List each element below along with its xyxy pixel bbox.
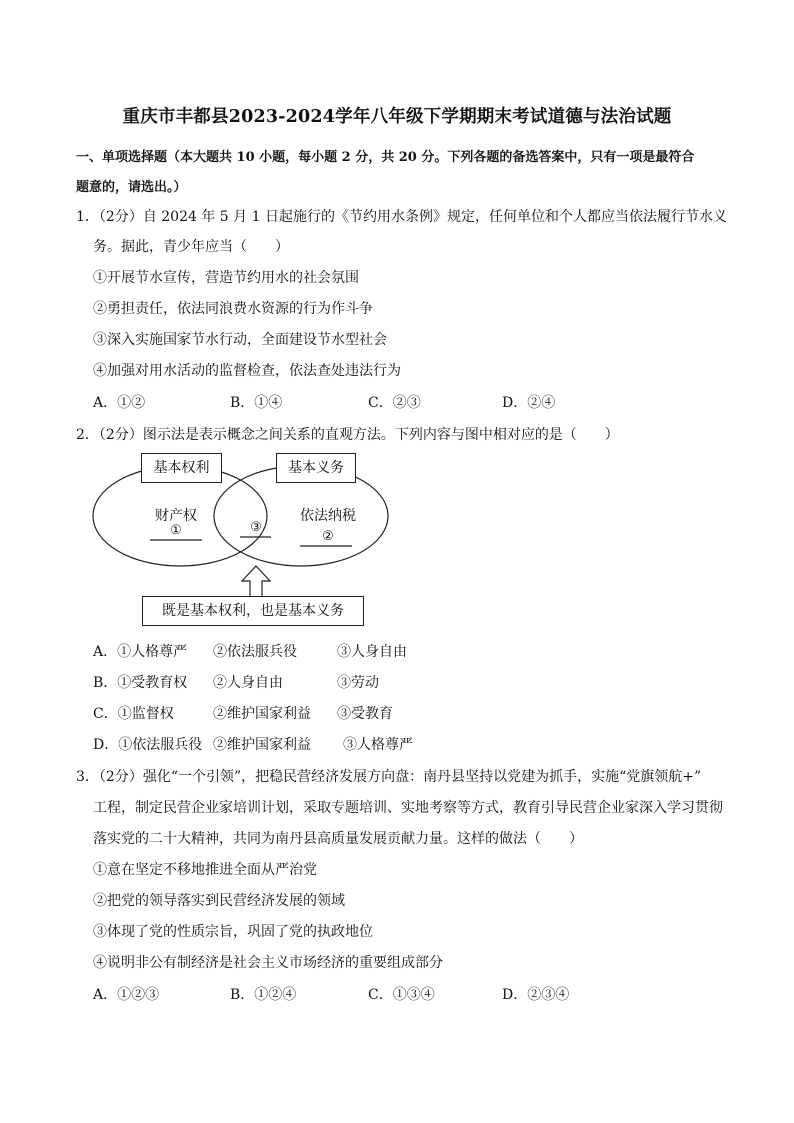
right-text: 依法纳税 <box>300 508 356 524</box>
q1-item-4: ④加强对用水活动的监督检查，依法查处违法行为 <box>93 363 401 379</box>
q3-item-2: ②把党的领导落实到民营经济发展的领域 <box>93 893 345 909</box>
q2-option-c[interactable]: C．①监督权 <box>93 706 174 722</box>
q3-option-d[interactable]: D．②③④ <box>502 987 570 1003</box>
label-basic-rights: 基本权利 <box>141 453 222 483</box>
q1-option-c[interactable]: C．②③ <box>368 395 421 411</box>
venn-diagram <box>90 450 390 632</box>
exam-title: 重庆市丰都县2023-2024学年八年级下学期期末考试道德与法治试题 <box>122 107 672 127</box>
q2-option-d-3: ③人格尊严 <box>343 737 413 753</box>
q2-option-c-3: ③受教育 <box>337 706 393 722</box>
q1-item-3: ③深入实施国家节水行动，全面建设节水型社会 <box>93 332 387 348</box>
q3-stem-line1: 3．（2分）强化“一个引领”，把稳民营经济发展方向盘：南丹县坚持以党建为抓手，实施“党旗领航+” <box>76 769 702 785</box>
up-arrow <box>242 566 270 597</box>
q2-option-b[interactable]: B．①受教育权 <box>93 675 188 691</box>
q2-option-a[interactable]: A．①人格尊严 <box>93 644 188 660</box>
q3-option-a[interactable]: A．①②③ <box>93 987 160 1003</box>
q3-item-4: ④说明非公有制经济是社会主义市场经济的重要组成部分 <box>93 955 443 971</box>
left-num: ① <box>170 523 182 538</box>
q2-option-b-3: ③劳动 <box>337 675 379 691</box>
q2-option-d[interactable]: D．①依法服兵役 <box>93 737 203 753</box>
q3-stem-line3: 落实党的二十大精神，共同为南丹县高质量发展贡献力量。这样的做法（ ） <box>93 831 583 847</box>
q3-item-1: ①意在坚定不移地推进全面从严治党 <box>93 862 317 878</box>
q2-stem-line1: 2．（2分）图示法是表示概念之间关系的直观方法。下列内容与图中相对应的是（ ） <box>76 427 619 443</box>
q1-option-b[interactable]: B．①④ <box>230 395 283 411</box>
q1-option-a[interactable]: A．①② <box>93 395 146 411</box>
q1-item-1: ①开展节水宣传，营造节约用水的社会氛围 <box>93 270 359 286</box>
q3-stem-line2: 工程，制定民营企业家培训计划，采取专题培训、实地考察等方式，教育引导民营企业家深入学习贯彻 <box>93 800 723 816</box>
section-heading-line1: 一、单项选择题（本大题共 10 小题，每小题 2 分，共 20 分。下列各题的备选答案中，只有一项是最符合 <box>76 150 695 165</box>
label-both: 既是基本权利，也是基本义务 <box>142 596 364 626</box>
q2-option-a-2: ②依法服兵役 <box>213 644 297 660</box>
q3-item-3: ③体现了党的性质宗旨，巩固了党的执政地位 <box>93 924 373 940</box>
q1-stem-line1: 1．（2分）自 2024 年 5 月 1 日起施行的《节约用水条例》规定，任何单位和个人都应当依法履行节水义 <box>76 209 727 225</box>
q2-option-c-2: ②维护国家利益 <box>213 706 311 722</box>
label-basic-duties: 基本义务 <box>276 453 356 483</box>
q2-option-a-3: ③人身自由 <box>337 644 407 660</box>
q3-option-b[interactable]: B．①②④ <box>230 987 297 1003</box>
q1-item-2: ②勇担责任，依法同浪费水资源的行为作斗争 <box>93 301 373 317</box>
left-text: 财产权 <box>155 508 197 524</box>
section-heading-line2: 题意的，请选出。） <box>76 180 187 195</box>
right-num: ② <box>322 529 334 544</box>
q2-option-b-2: ②人身自由 <box>213 675 283 691</box>
q1-option-d[interactable]: D．②④ <box>502 395 556 411</box>
mid-num: ③ <box>250 520 262 535</box>
q2-option-d-2: ②维护国家利益 <box>213 737 311 753</box>
q3-option-c[interactable]: C．①③④ <box>368 987 435 1003</box>
q1-stem-line2: 务。据此，青少年应当（ ） <box>93 239 289 255</box>
